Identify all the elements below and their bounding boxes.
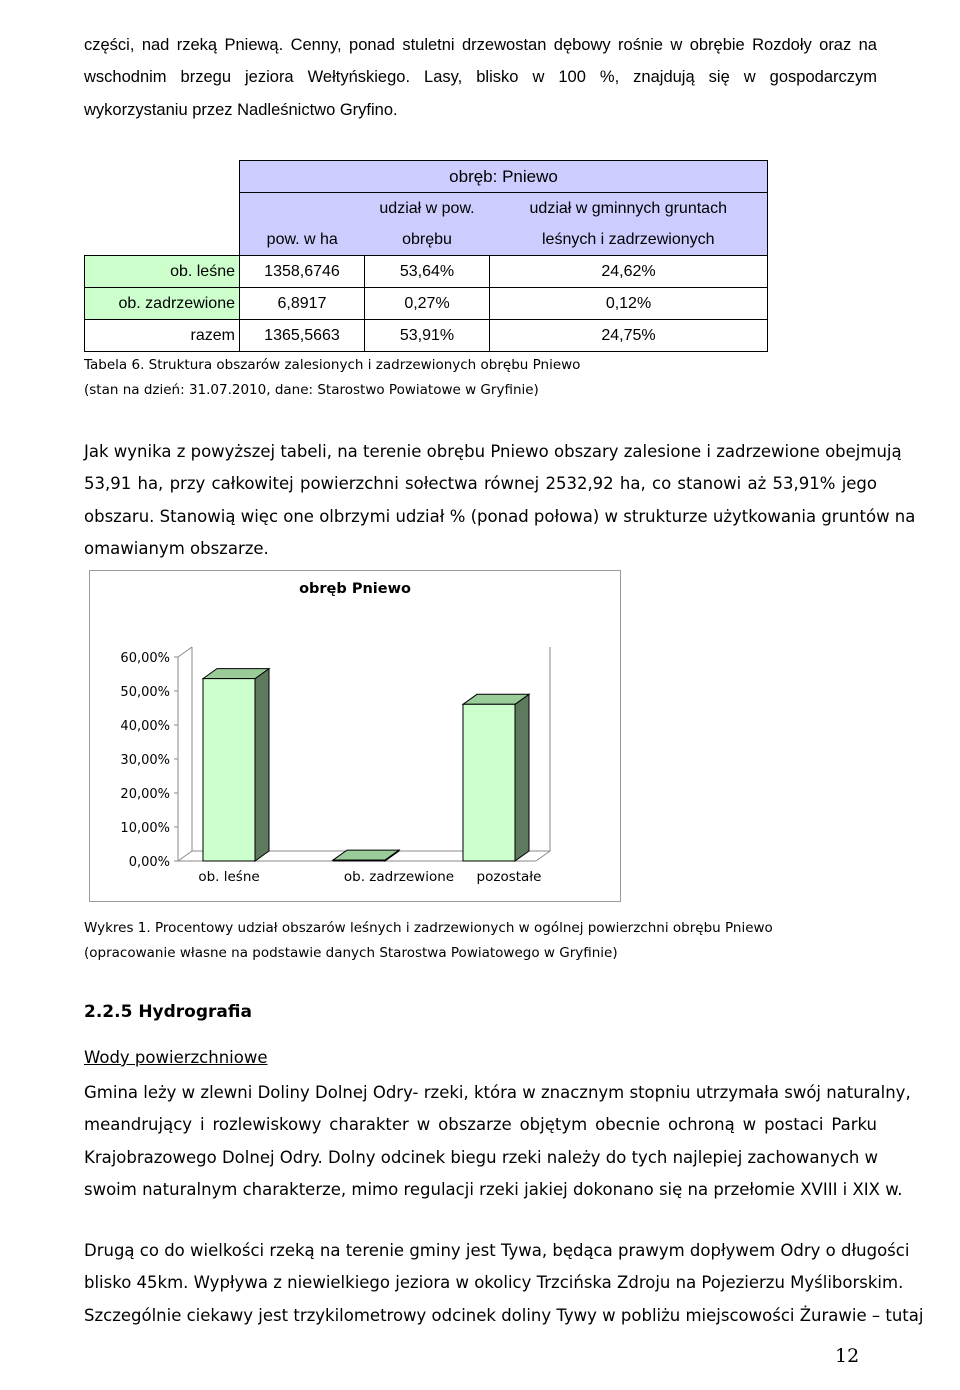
section-heading: 2.2.5 Hydrografia (84, 1002, 252, 1022)
cell-municipal: 24,75% (490, 320, 768, 352)
table-title: obręb: Pniewo (240, 161, 768, 193)
text-line: wykorzystaniu przez Nadleśnictwo Gryfino. (84, 100, 398, 119)
caption-line: Tabela 6. Struktura obszarów zalesionych i zadrzewionych obrębu Pniewo (84, 357, 581, 373)
header-municipal-line1: udział w gminnych gruntach (490, 193, 768, 225)
bar (333, 860, 385, 861)
row-label: ob. zadrzewione (85, 288, 240, 320)
subheading: Wody powierzchniowe (84, 1048, 268, 1067)
bar-side (255, 669, 269, 861)
text-line: Krajobrazowego Dolnej Odry. Dolny odcinek biegu rzeki należy do tych najlepiej zachowanych w (84, 1147, 879, 1167)
bar (463, 704, 515, 861)
text-line: Gmina leży w zlewni Doliny Dolnej Odry- rzeki, która w znacznym stopniu utrzymała swój naturalny, (84, 1083, 911, 1102)
cell-share: 0,27% (365, 288, 490, 320)
chart-title: obręb Pniewo (299, 581, 411, 597)
tywa-paragraph (84, 1235, 924, 1332)
intro-paragraph (84, 29, 877, 126)
y-tick-label: 0,00% (128, 855, 170, 870)
cell-municipal: 24,62% (490, 256, 768, 288)
forest-structure-table (84, 160, 768, 352)
hydrography-paragraph (84, 1077, 911, 1206)
text-line: Jak wynika z powyższej tabeli, na terenie obrębu Pniewo obszary zalesione i zadrzewione obejmują (84, 442, 902, 461)
header-area: pow. w ha (240, 224, 365, 256)
text-line: meandrujący i rozlewiskowy charakter w obszarze objętym obecnie ochroną w postaci Parku (84, 1115, 877, 1135)
y-tick-label: 40,00% (120, 719, 170, 734)
text-line: części, nad rzeką Pniewą. Cenny, ponad stuletni drzewostan dębowy rośnie w obrębie Rozdoły oraz na (84, 36, 877, 54)
chart-floor-edge (536, 851, 550, 861)
caption-line: Wykres 1. Procentowy udział obszarów leśnych i zadrzewionych w ogólnej powierzchni obrębu Pniewo (84, 920, 773, 936)
y-tick-label: 10,00% (120, 821, 170, 836)
table-row (85, 288, 768, 320)
cell-area: 1365,5663 (240, 320, 365, 352)
caption-line: (opracowanie własne na podstawie danych Starostwa Powiatowego w Gryfinie) (84, 944, 618, 961)
text-line: swoim naturalnym charakterze, mimo regulacji rzeki jakiej dokonano się na przełomie XVIII i XIX w. (84, 1179, 903, 1199)
caption-line: (stan na dzień: 31.07.2010, dane: Starostwo Powiatowe w Gryfinie) (84, 381, 539, 398)
row-label: ob. leśne (85, 256, 240, 288)
table-caption (84, 353, 580, 402)
y-tick-label: 30,00% (120, 753, 170, 768)
row-label: razem (85, 320, 240, 352)
y-tick-label: 60,00% (120, 651, 170, 666)
text-line: Drugą co do wielkości rzeką na terenie gminy jest Tywa, będąca prawym dopływem Odry o długości (84, 1241, 910, 1260)
cell-area: 1358,6746 (240, 256, 365, 288)
chart-top-edge (178, 647, 192, 657)
cell-municipal: 0,12% (490, 288, 768, 320)
text-line: 53,91 ha, przy całkowitej powierzchni sołectwa równej 2532,92 ha, co stanowi aż 53,91% jego (84, 474, 877, 494)
header-municipal-line2: leśnych i zadrzewionych (490, 224, 768, 256)
analysis-paragraph (84, 436, 916, 565)
table-row (85, 256, 768, 288)
cell-share: 53,64% (365, 256, 490, 288)
cell-area: 6,8917 (240, 288, 365, 320)
table-row (85, 320, 768, 352)
bar-chart (90, 571, 620, 901)
bar (203, 679, 255, 861)
x-tick-label: ob. zadrzewione (343, 869, 455, 885)
x-tick-label: pozostałe (476, 869, 542, 885)
header-share-line2: obrębu (365, 224, 490, 256)
page-number: 12 (835, 1345, 860, 1367)
y-tick-label: 50,00% (120, 685, 170, 700)
y-tick-label: 20,00% (120, 787, 170, 802)
text-line: Szczególnie ciekawy jest trzykilometrowy odcinek doliny Tywy w pobliżu miejscowości Żurawie – tutaj (84, 1305, 924, 1325)
chart-frame (89, 570, 621, 902)
chart-caption (84, 916, 773, 965)
text-line: wschodnim brzegu jeziora Wełtyńskiego. Lasy, blisko w 100 %, znajdują się w gospodarczym (84, 68, 877, 87)
x-tick-label: ob. leśne (198, 869, 260, 885)
header-share-line1: udział w pow. (365, 193, 490, 225)
bar-side (515, 694, 529, 861)
text-line: blisko 45km. Wypływa z niewielkiego jeziora w okolicy Trzcińska Zdroju na Pojezierzu Myśliborskim. (84, 1273, 904, 1293)
text-line: omawianym obszarze. (84, 538, 269, 558)
text-line: obszaru. Stanowią więc one olbrzymi udział % (ponad połowa) w strukturze użytkowania gruntów na (84, 506, 916, 526)
cell-share: 53,91% (365, 320, 490, 352)
